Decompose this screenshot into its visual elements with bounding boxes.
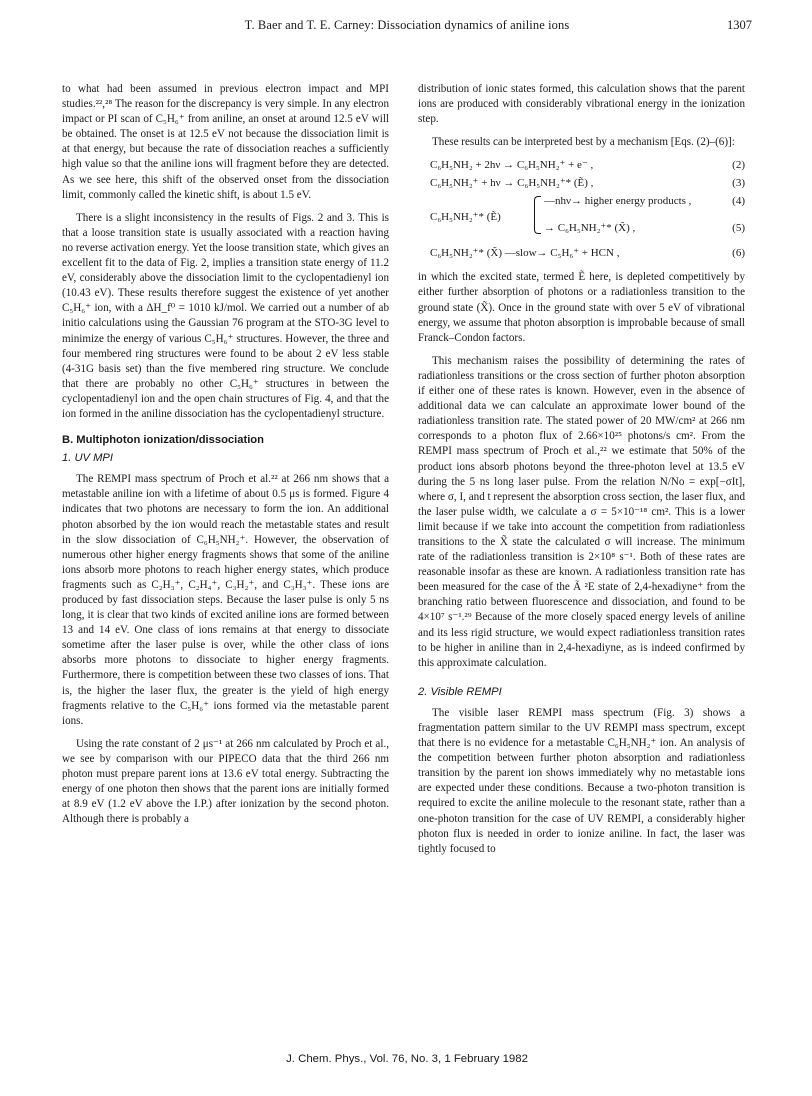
equation-6-number: (6) (732, 247, 745, 260)
paragraph-kinetic-shift: to what had been assumed in previous electron impact and MPI studies.²²,²⁸ The reason for the discrepancy is very simple. In any electron impact or PI scan of C₅H₆⁺ from aniline, an onset at around 12.5 eV will be obtained. The onset is at 12.5 eV not because the dissociation limit is at that energy, but because the rate of dissociation reaches a sufficiently high value so that the aniline ions will fragment before they are detected. As we see here, this shift of the observed onset from the dissociation limit, commonly called the kinetic shift, is about 1.5 eV. (62, 83, 389, 201)
running-title: T. Baer and T. E. Carney: Dissociation dynamics of aniline ions (244, 18, 570, 32)
equation-block (418, 158, 745, 264)
subsection-heading-visible-rempi: 2. Visible REMPI (418, 685, 502, 698)
equation-5-text: → C₆H₅NH₂⁺* (X̃) , (544, 222, 636, 235)
equation-2-text: C₆H₅NH₂ + 2hν → C₆H₅NH₂⁺ + e⁻ , (430, 159, 594, 172)
journal-footer: J. Chem. Phys., Vol. 76, No. 3, 1 February 1982 (286, 1053, 528, 1065)
paragraph-radiationless-rate: This mechanism raises the possibility of determining the rates of radiationless transitions or the cross section of further photon absorption if either one of these rates is known. However, even in the absence of additional data we can calculate an approximate lower bound of the radiationless transition rate. The stated power of 20 MW/cm² at 266 nm corresponds to a photon flux of 2.66×10²⁵ photons/s cm². From the REMPI mass spectrum of Proch et al.,²² we estimate that 50% of the product ions absorb photons beyond the three-photon level at 13.5 eV during the 5 ns long laser pulse. From the relation N/No = exp[−σIt], where σ, I, and t represent the absorption cross section, the laser flux, and the laser pulse width, we calculate a σ = 5×10⁻¹⁸ cm². This is a lower limit because if we take into account the competition from radiationless transitions to the X̃ state the calculated σ will increase. The minimum rate of the radiationless transition is 2×10⁸ s⁻¹. Both of these rates are reasonable insofar as these are known. A radiationless transition rate has been measured for the case of the Ã ²E state of 2,4-hexadiyne⁺ from the branching ratio between fluorescence and dissociation, and found to be 4×10⁷ s⁻¹.²⁹ Because of the more closely spaced energy levels of aniline and its less rigid structure, we would expect radiationless transition rates to be higher in aniline than in 2,4-hexadiyne, as is indeed confirmed by this approximate calculation. (418, 354, 745, 669)
equation-4-number: (4) (732, 195, 745, 208)
subsection-heading-uv-mpi: 1. UV MPI (62, 452, 113, 465)
right-column (418, 82, 745, 857)
page-number: 1307 (727, 18, 752, 32)
equation-6 (418, 246, 745, 264)
equation-6-text: C₆H₅NH₂⁺* (X̃) —slow→ C₅H₆⁺ + HCN , (430, 247, 620, 260)
equation-3 (418, 176, 745, 194)
branch-brace (534, 196, 541, 234)
equation-4-5-lhs: C₆H₅NH₂⁺* (Ẽ) (430, 211, 501, 224)
equation-4-text: —nhν→ higher energy products , (544, 195, 692, 208)
equation-4-5 (418, 194, 745, 240)
equation-2 (418, 158, 745, 176)
section-heading-multiphoton: B. Multiphoton ionization/dissociation (62, 434, 264, 447)
paragraph-inconsistency: There is a slight inconsistency in the results of Figs. 2 and 3. This is that a loose transition state is usually associated with a reaction having no reverse activation energy. Yet the loose transition state, which gives an excellent fit to the data of Fig. 2, implies a transition state energy of 11.2 eV, considerably above the dissociation limit to the cyclopentadienyl ion (10.43 eV). These results therefore suggest the existence of yet another C₅H₆⁺ ion, with a ΔH_f⁰ = 1010 kJ/mol. We carried out a number of ab initio calculations using the Gaussian 76 program at the STO-3G level to minimize the energy of various C₅H₆⁺ structures. However, the three and four membered ring structures were found to be about 2 eV less stable (4-31G basis set) than the five membered ring structure. We conclude that there are probably no other C₅H₆⁺ structures in between the cyclopentadienyl ion and the open chain structures of Fig. 4, and that the ion formed in the aniline dissociation has the cyclopentadienyl structure. (62, 211, 389, 420)
equation-3-number: (3) (732, 177, 745, 190)
paragraph-rate-constant: Using the rate constant of 2 μs⁻¹ at 266 nm calculated by Proch et al., we see by comparison with our PIPECO data that the third 266 nm photon must prepare parent ions at 13.6 eV total energy. Subtracting the energy of one photon then shows that the parent ions are initially formed at 8.9 eV (1.2 eV above the I.P.) after ionization by the second photon. Although there is probably a (62, 737, 389, 826)
paragraph-visible-rempi: The visible laser REMPI mass spectrum (Fig. 3) shows a fragmentation pattern similar to the UV REMPI mass spectrum, except that there is no evidence for a metastable C₆H₅NH₂⁺ ion. An analysis of the competition between further photon absorption and radiationless transition by the parent ion shows immediately why no metastable ions are expected under these conditions. Because a two-photon transition is required to excite the aniline molecule to the resonant state, rather than a one-photon transition for the case of UV REMPI, a considerably higher photon flux is needed in order to ionize aniline. In fact, the laser was tightly focused to (418, 706, 745, 855)
paragraph-mechanism-intro: These results can be interpreted best by a mechanism [Eqs. (2)–(6)]: (432, 136, 735, 149)
equation-3-text: C₆H₅NH₂⁺ + hν → C₆H₅NH₂⁺* (Ẽ) , (430, 177, 594, 190)
paragraph-distribution: distribution of ionic states formed, this calculation shows that the parent ions are produced with considerably vibrational energy in the ionization step. (418, 83, 745, 126)
left-column (62, 82, 389, 827)
paragraph-rempi: The REMPI mass spectrum of Proch et al.²² at 266 nm shows that a metastable aniline ion with a lifetime of about 0.5 μs is formed. Figure 4 indicates that two photons are necessary to form the ion. An additional photon absorbed by the ion would reach the metastable states and result in the slow dissociation of C₆H₅NH₂⁺. However, the observation of numerous other higher energy fragments shows that some of the aniline ions absorb more photons to reach higher energy states, which produce fragments such as C₂H₃⁺, C₂H₄⁺, C₃H₂⁺, and C₃H₃⁺. These ions are produced by fast dissociation steps. Because the laser pulse is only 5 ns long, it is clear that two kinds of excited aniline ions are formed between 13 and 14 eV. One class of ions remains at that energy to dissociate sometime after the laser pulse is over, while the other class of ions absorbs more photons to dissociate to higher energy fragments. Furthermore, there is competition between these two classes of ions. That is, the higher the laser flux, the greater is the yield of high energy fragments relative to the C₅H₆⁺ ions formed via the metastable parent ions. (62, 473, 389, 727)
equation-5-number: (5) (732, 222, 745, 235)
paragraph-excited-state: in which the excited state, termed Ẽ here, is depleted competitively by either further absorption of photons or a radiationless transition to the ground state (X̃). Once in the ground state with over 5 eV of vibrational energy, we assume that photon absorption is improbable because of small Franck–Condon factors. (418, 271, 745, 344)
equation-2-number: (2) (732, 159, 745, 172)
